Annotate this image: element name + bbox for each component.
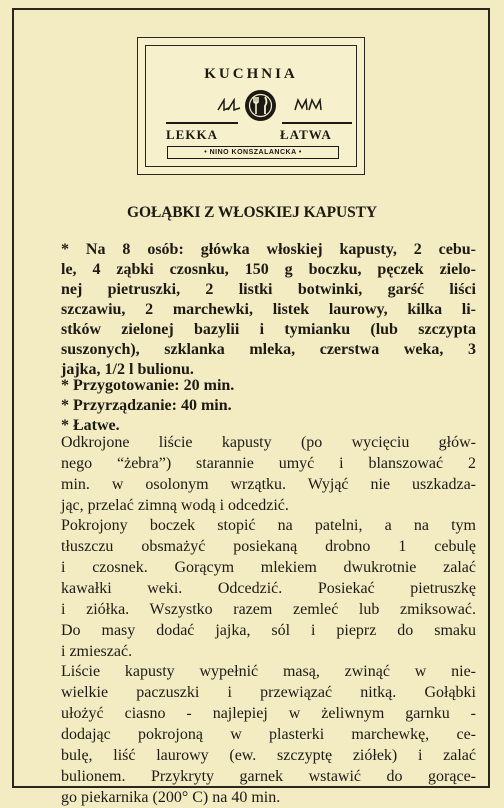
logo-inner-border <box>145 45 357 167</box>
recipe-line: Liście kapusty wypełnić masą, zwinąć w nie- <box>61 663 476 680</box>
recipe-line: suszonych), szklanka mleka, czerstwa weka, 3 <box>61 341 476 358</box>
recipe-title: GOŁĄBKI Z WŁOSKIEJ KAPUSTY <box>127 204 377 221</box>
recipe-line: Pokrojony boczek stopić na patelni, a na tym <box>61 517 476 534</box>
recipe-line: tłuszczu obsmażyć posiekaną drobno 1 cebulę <box>61 538 476 555</box>
recipe-line: jąc, przelać zimną wodą i odcedzić. <box>61 497 289 514</box>
column-logo <box>137 37 365 175</box>
logo-rule-right <box>282 122 352 124</box>
recipe-line: bulę, liść laurowy (ew. szczyptę ziółek) i zalać <box>61 747 476 764</box>
recipe-line: * Przygotowanie: 20 min. <box>61 377 235 394</box>
recipe-line: * Łatwe. <box>61 417 120 434</box>
recipe-line: le, 4 ząbki czosnku, 150 g boczku, pęczek zielo- <box>61 261 476 278</box>
logo-rule-left <box>166 122 238 124</box>
recipe-line: kawałki weki. Odcedzić. Posiekać pietruszkę <box>61 580 476 597</box>
logo-lekka-text: LEKKA <box>166 127 218 142</box>
recipe-line: * Na 8 osób: główka włoskiej kapusty, 2 cebu- <box>61 241 476 258</box>
recipe-line: ułożyć ciasno - najlepiej w żeliwnym garnku - <box>61 705 476 722</box>
logo-kuchnia-text: KUCHNIA <box>204 66 298 82</box>
logo-signature-left <box>216 98 242 116</box>
recipe-line: nej pietruszki, 2 listki botwinki, garść liści <box>61 281 476 298</box>
recipe-line: i czosnek. Gorącym mlekiem dwukrotnie zalać <box>61 559 476 576</box>
recipe-line: min. w osolonym wrzątku. Wyjąć nie uszkadza- <box>61 476 476 493</box>
plate-fork-knife-icon <box>245 90 276 121</box>
recipe-line: Do masy dodać jajka, sól i pieprz do smaku <box>61 622 476 639</box>
recipe-line: nego “żebra”) starannie umyć i blanszować 2 <box>61 455 476 472</box>
recipe-line: jajka, 1/2 l bulionu. <box>61 361 194 378</box>
logo-signature-right <box>293 98 323 116</box>
recipe-line: go piekarnika (200° C) na 40 min. <box>61 789 281 806</box>
recipe-line: bulionem. Przykryty garnek wstawić do gorące- <box>61 768 476 785</box>
recipe-line: i ziółka. Wszystko razem zemleć lub zmiksować. <box>61 601 476 618</box>
recipe-line: * Przyrządzanie: 40 min. <box>61 397 232 414</box>
recipe-line: wielkie paczuszki i przewiązać nitką. Gołąbki <box>61 684 476 701</box>
recipe-line: szczawiu, 2 marchewki, listek laurowy, kilka li- <box>61 301 476 318</box>
recipe-line: i zmieszać. <box>61 643 133 660</box>
logo-latwa-text: ŁATWA <box>280 127 332 142</box>
recipe-line: stków zielonej bazylii i tymianku (lub szczypta <box>61 321 476 338</box>
logo-author-name: • NINO KONSZALANCKA • <box>167 146 339 159</box>
recipe-line: dodając pokrojoną w plasterki marchewkę, ce- <box>61 726 476 743</box>
recipe-line: Odkrojone liście kapusty (po wycięciu głów- <box>61 434 476 451</box>
